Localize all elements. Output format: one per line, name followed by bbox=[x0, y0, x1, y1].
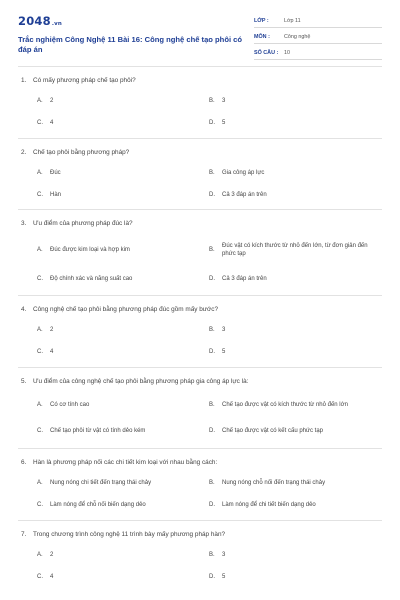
option-c[interactable] bbox=[37, 112, 209, 134]
question-body: Trong chương trình công nghệ 11 trình bày mấy phương pháp hàn? bbox=[33, 531, 226, 538]
question-item bbox=[18, 209, 382, 295]
option-a[interactable] bbox=[37, 544, 209, 566]
option-text: 5 bbox=[222, 348, 226, 355]
question-body: Có mấy phương pháp chế tạo phôi? bbox=[33, 77, 136, 84]
option-b[interactable] bbox=[209, 233, 381, 267]
question-number: 7. bbox=[21, 531, 27, 538]
option-letter: B. bbox=[209, 97, 215, 104]
logo-main: 2048 bbox=[18, 14, 51, 28]
option-letter: B. bbox=[209, 169, 215, 176]
option-letter: C. bbox=[37, 191, 43, 198]
meta-count-row bbox=[254, 46, 382, 60]
option-c[interactable] bbox=[37, 566, 209, 588]
option-letter: B. bbox=[209, 551, 215, 558]
option-grid bbox=[18, 90, 382, 134]
option-letter: D. bbox=[209, 427, 215, 434]
option-text: 4 bbox=[50, 348, 54, 355]
question-item bbox=[18, 448, 382, 520]
option-text: 2 bbox=[50, 97, 54, 104]
option-grid bbox=[18, 233, 382, 291]
question-number: 4. bbox=[21, 306, 27, 313]
option-grid bbox=[18, 391, 382, 443]
option-letter: C. bbox=[37, 119, 43, 126]
option-letter: C. bbox=[37, 275, 43, 282]
option-text: Gia công áp lực bbox=[222, 169, 265, 176]
question-number: 1. bbox=[21, 77, 27, 84]
option-text: Nung nóng chi tiết đến trạng thái chảy bbox=[50, 479, 152, 486]
option-b[interactable] bbox=[209, 544, 381, 566]
option-text: 2 bbox=[50, 551, 54, 558]
question-body: Ưu điểm của công nghệ chế tạo phôi bằng phương pháp gia công áp lực là: bbox=[33, 378, 249, 385]
option-letter: A. bbox=[37, 551, 43, 558]
meta-label: MÔN : bbox=[254, 33, 270, 40]
option-letter: B. bbox=[209, 401, 215, 408]
option-a[interactable] bbox=[37, 162, 209, 184]
option-b[interactable] bbox=[209, 162, 381, 184]
option-letter: B. bbox=[209, 326, 215, 333]
question-number: 5. bbox=[21, 378, 27, 385]
question-text bbox=[18, 219, 382, 233]
option-text: Chế tạo được vật có kích thước từ nhỏ đến lớn bbox=[222, 401, 348, 408]
question-item bbox=[18, 367, 382, 448]
logo-suffix: .vn bbox=[51, 21, 63, 27]
meta-label: SỐ CÂU : bbox=[254, 49, 279, 56]
question-text bbox=[18, 377, 382, 391]
question-body: Chế tạo phôi bằng phương pháp? bbox=[33, 149, 130, 156]
question-text bbox=[18, 305, 382, 319]
option-c[interactable] bbox=[37, 419, 209, 443]
option-text: Đúc vật có kích thước từ nhỏ đến lớn, từ đơn giản đến phức tạp bbox=[222, 242, 368, 257]
meta-value: Công nghệ bbox=[284, 33, 311, 40]
question-text bbox=[18, 530, 382, 544]
option-a[interactable] bbox=[37, 391, 209, 419]
meta-value: Lớp 11 bbox=[284, 17, 301, 24]
question-item bbox=[18, 138, 382, 209]
option-text: 4 bbox=[50, 573, 54, 580]
option-d[interactable] bbox=[209, 112, 381, 134]
option-letter: A. bbox=[37, 246, 43, 253]
option-grid bbox=[18, 319, 382, 363]
option-text: 5 bbox=[222, 119, 226, 126]
option-grid bbox=[18, 162, 382, 206]
option-letter: C. bbox=[37, 427, 43, 434]
question-body: Hàn là phương pháp nối các chi tiết kim loại với nhau bằng cách: bbox=[33, 459, 218, 466]
option-text: Cả 3 đáp án trên bbox=[222, 191, 267, 198]
meta-subject-row bbox=[254, 30, 382, 44]
question-text bbox=[18, 76, 382, 90]
question-body: Ưu điểm của phương pháp đúc là? bbox=[33, 220, 133, 227]
option-text: 3 bbox=[222, 326, 226, 333]
question-item bbox=[18, 520, 382, 592]
option-a[interactable] bbox=[37, 319, 209, 341]
option-text: 2 bbox=[50, 326, 54, 333]
option-d[interactable] bbox=[209, 419, 381, 443]
option-c[interactable] bbox=[37, 267, 209, 291]
question-item bbox=[18, 66, 382, 138]
option-text: Chế tạo được vật có kết cấu phức tạp bbox=[222, 427, 324, 434]
question-text bbox=[18, 148, 382, 162]
option-letter: D. bbox=[209, 191, 215, 198]
option-b[interactable] bbox=[209, 472, 381, 494]
page-title: Trắc nghiệm Công Nghệ 11 Bài 16: Công nghệ chế tạo phôi có đáp án bbox=[18, 35, 243, 54]
option-c[interactable] bbox=[37, 184, 209, 206]
option-a[interactable] bbox=[37, 233, 209, 267]
question-number: 3. bbox=[21, 220, 27, 227]
question-body: Công nghệ chế tạo phôi bằng phương pháp đúc gồm mấy bước? bbox=[33, 306, 218, 313]
option-letter: C. bbox=[37, 348, 43, 355]
option-letter: B. bbox=[209, 479, 215, 486]
option-letter: D. bbox=[209, 573, 215, 580]
option-d[interactable] bbox=[209, 267, 381, 291]
meta-info bbox=[254, 14, 382, 62]
meta-value: 10 bbox=[284, 49, 290, 56]
question-text bbox=[18, 458, 382, 472]
question-list bbox=[0, 66, 400, 592]
option-text: Làm nóng để chi tiết biến dạng dẻo bbox=[222, 501, 316, 508]
question-number: 6. bbox=[21, 459, 27, 466]
option-text: 4 bbox=[50, 119, 54, 126]
option-a[interactable] bbox=[37, 90, 209, 112]
meta-class-row bbox=[254, 14, 382, 28]
meta-label: LỚP : bbox=[254, 17, 269, 24]
option-text: Có cơ tính cao bbox=[50, 401, 90, 408]
option-text: Làm nóng để chỗ nối biến dạng dẻo bbox=[50, 501, 146, 508]
option-letter: D. bbox=[209, 348, 215, 355]
option-text: Hàn bbox=[50, 191, 62, 198]
option-letter: A. bbox=[37, 169, 43, 176]
option-b[interactable] bbox=[209, 90, 381, 112]
option-d[interactable] bbox=[209, 494, 381, 516]
option-d[interactable] bbox=[209, 341, 381, 363]
option-text: 3 bbox=[222, 97, 226, 104]
option-d[interactable] bbox=[209, 184, 381, 206]
option-b[interactable] bbox=[209, 391, 381, 419]
option-letter: A. bbox=[37, 326, 43, 333]
option-text: Cả 3 đáp án trên bbox=[222, 275, 267, 282]
option-letter: C. bbox=[37, 501, 43, 508]
option-letter: B. bbox=[209, 246, 215, 253]
question-number: 2. bbox=[21, 149, 27, 156]
option-letter: C. bbox=[37, 573, 43, 580]
option-letter: D. bbox=[209, 501, 215, 508]
option-c[interactable] bbox=[37, 494, 209, 516]
option-text: Độ chính xác và năng suất cao bbox=[50, 275, 133, 282]
option-text: 5 bbox=[222, 573, 226, 580]
question-item bbox=[18, 295, 382, 367]
option-text: Đúc được kim loại và hợp kim bbox=[50, 246, 130, 253]
option-text: Chế tạo phôi từ vật có tính dẻo kém bbox=[50, 427, 146, 434]
option-letter: A. bbox=[37, 97, 43, 104]
option-d[interactable] bbox=[209, 566, 381, 588]
option-letter: A. bbox=[37, 479, 43, 486]
option-text: Nung nóng chỗ nối đến trạng thái chảy bbox=[222, 479, 326, 486]
option-letter: D. bbox=[209, 119, 215, 126]
option-grid bbox=[18, 472, 382, 516]
page-header bbox=[0, 0, 400, 66]
option-a[interactable] bbox=[37, 472, 209, 494]
option-b[interactable] bbox=[209, 319, 381, 341]
option-grid bbox=[18, 544, 382, 588]
option-letter: A. bbox=[37, 401, 43, 408]
option-text: 3 bbox=[222, 551, 226, 558]
option-c[interactable] bbox=[37, 341, 209, 363]
option-text: Đúc bbox=[50, 169, 61, 176]
option-letter: D. bbox=[209, 275, 215, 282]
